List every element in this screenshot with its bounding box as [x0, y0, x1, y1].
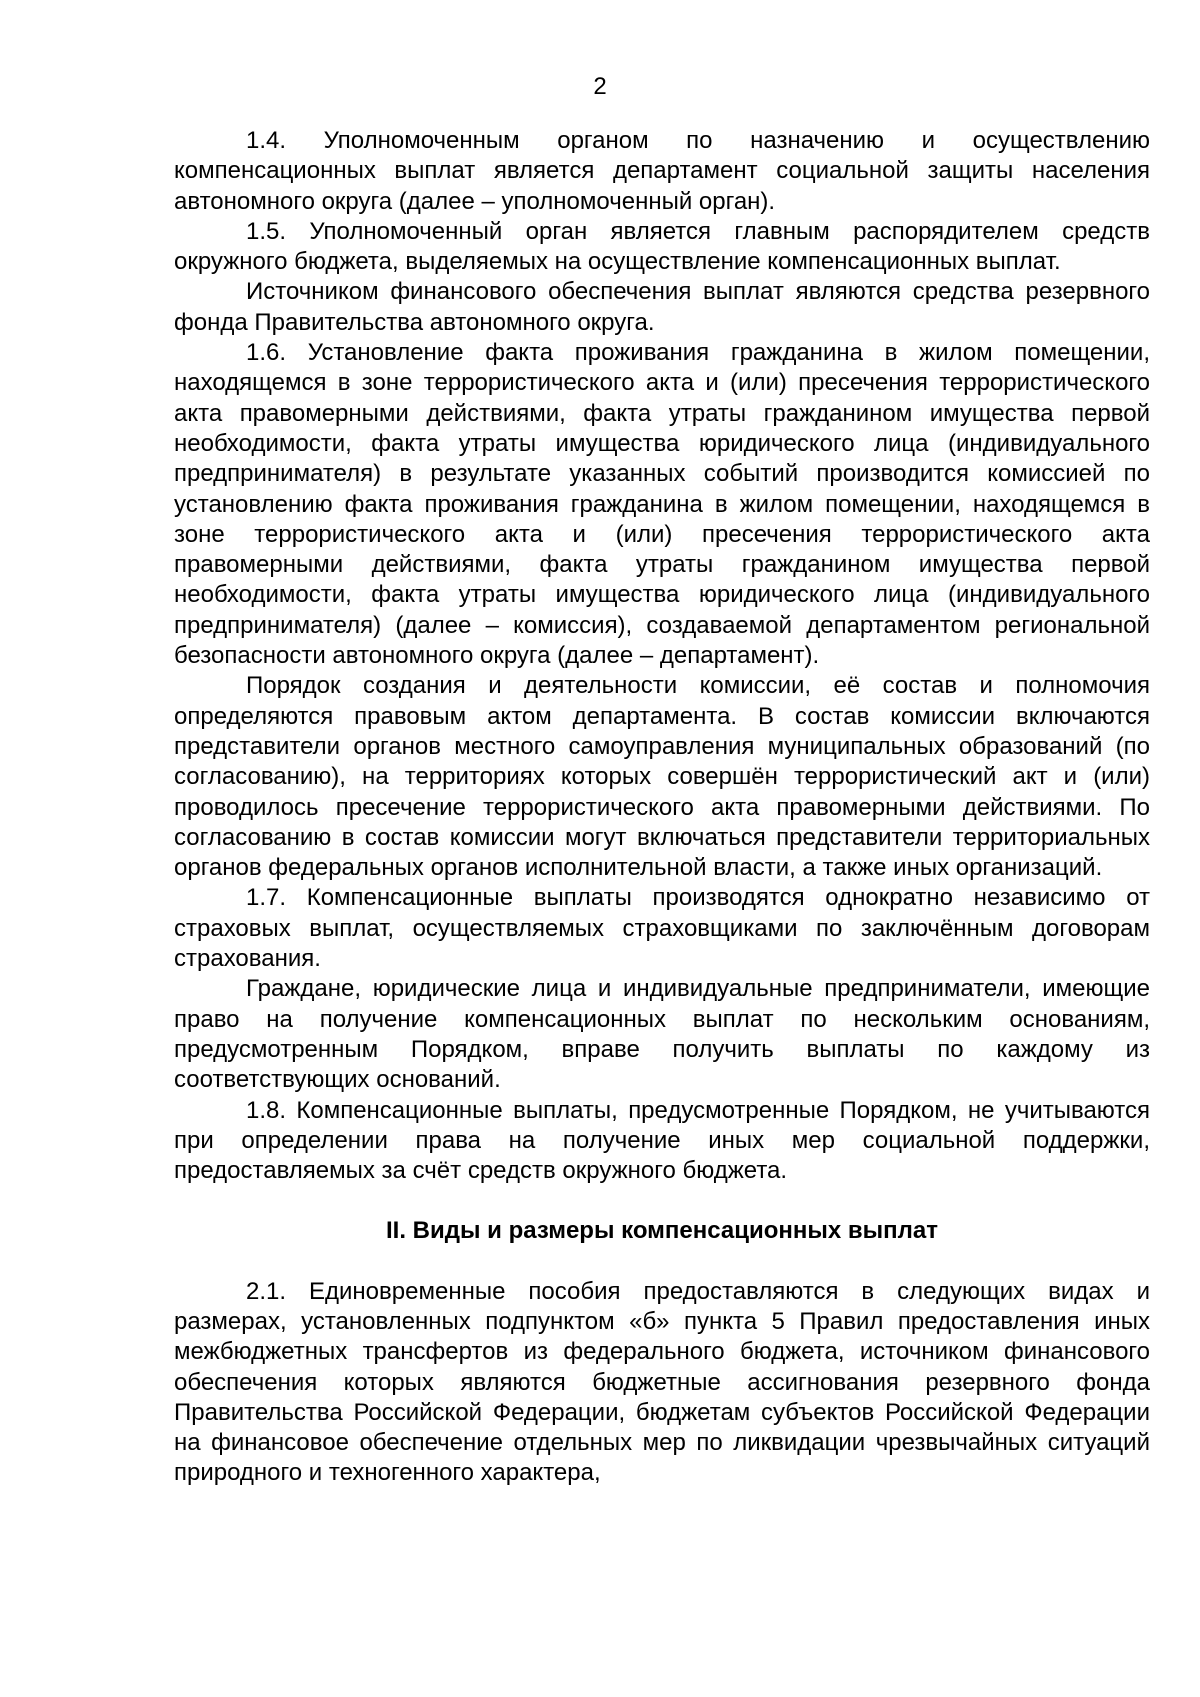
paragraph-1-5: 1.5. Уполномоченный орган является главным распорядителем средств окружного бюджета, выделяемых на осуществление компенсационных выплат.	[174, 217, 1150, 276]
paragraph-commission-procedure: Порядок создания и деятельности комиссии, её состав и полномочия определяются правовым актом департамента. В состав комиссии включаются представители органов местного самоуправления муниципальных образований (по согласованию), на территориях которых совершён террористический акт и (или) проводилось пресечение террористического акта правомерными действиями. По согласованию в состав комиссии могут включаться представители территориальных органов федеральных органов исполнительной власти, а также иных организаций.	[174, 672, 1150, 882]
paragraph-funding-source: Источником финансового обеспечения выплат являются средства резервного фонда Правительства автономного округа.	[174, 278, 1150, 336]
paragraph-1-7: 1.7. Компенсационные выплаты производятся однократно независимо от страховых выплат, осуществляемых страховщиками по заключённым договорам страхования.	[174, 884, 1150, 973]
paragraph-1-8: 1.8. Компенсационные выплаты, предусмотренные Порядком, не учитываются при определении права на получение иных мер социальной поддержки, предоставляемых за счёт средств окружного бюджета.	[174, 1096, 1150, 1185]
section-heading: II. Виды и размеры компенсационных выплат	[385, 1217, 939, 1245]
paragraph-2-1: 2.1. Единовременные пособия предоставляются в следующих видах и размерах, установленных подпунктом «б» пункта 5 Правил предоставления иных межбюджетных трансфертов из федерального бюджета, источником финансового обеспечения которых являются бюджетные ассигнования резервного фонда Правительства Российской Федерации, бюджетам субъектов Российской Федерации на финансовое обеспечение отдельных мер по ликвидации чрезвычайных ситуаций природного и техногенного характера,	[174, 1277, 1150, 1487]
paragraph-1-4: 1.4. Уполномоченным органом по назначению и осуществлению компенсационных выплат является департамент социальной защиты населения автономного округа (далее – уполномоченный орган).	[174, 127, 1150, 215]
paragraph-multiple-grounds: Граждане, юридические лица и индивидуальные предприниматели, имеющие право на получение компенсационных выплат по нескольким основаниям, предусмотренным Порядком, вправе получить выплаты по каждому из соответствующих оснований.	[174, 975, 1150, 1094]
paragraph-1-6: 1.6. Установление факта проживания гражданина в жилом помещении, находящемся в зоне террористического акта и (или) пресечения террористического акта правомерными действиями, факта утраты гражданином имущества первой необходимости, факта утраты имущества юридического лица (индивидуального предпринимателя) в результате указанных событий производится комиссией по установлению факта проживания гражданина в жилом помещении, находящемся в зоне террористического акта и (или) пресечения террористического акта правомерными действиями, факта утраты гражданином имущества первой необходимости, факта утраты имущества юридического лица (индивидуального предпринимателя) (далее – комиссия), создаваемой департаментом региональной безопасности автономного округа (далее – департамент).	[174, 339, 1150, 670]
document-body	[174, 126, 1150, 1489]
page-number: 2	[593, 73, 607, 100]
